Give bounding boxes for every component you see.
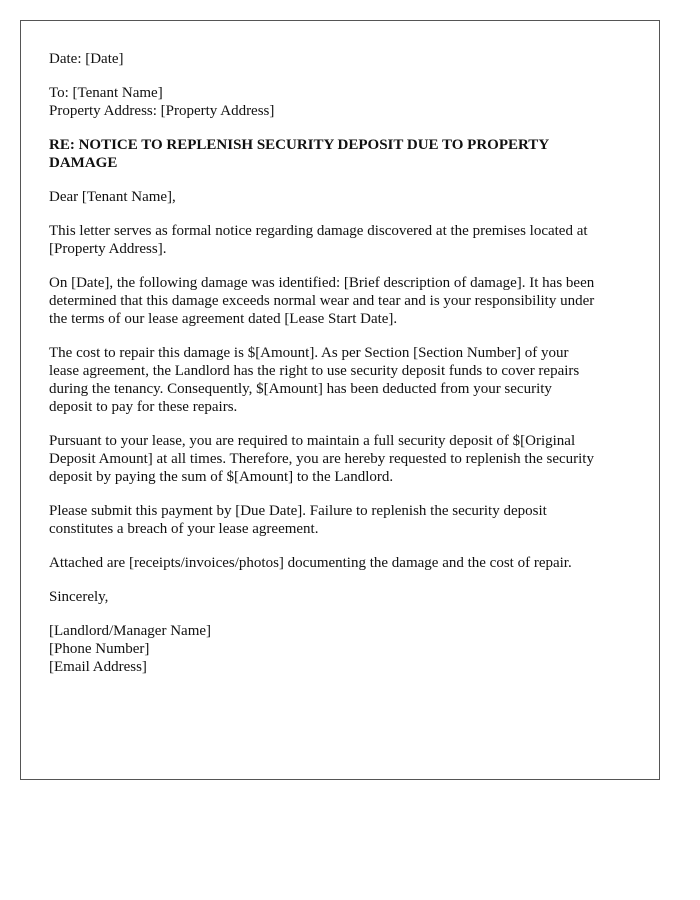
paragraph-line: [Property Address]. xyxy=(49,241,167,257)
salutation-block xyxy=(49,188,639,206)
letter-body xyxy=(49,50,639,692)
subject-block xyxy=(49,136,639,172)
signature-name: [Landlord/Manager Name] xyxy=(49,623,212,639)
signature-block xyxy=(49,622,639,676)
paragraph-damage xyxy=(49,274,639,328)
salutation: Dear [Tenant Name], xyxy=(49,189,176,205)
closing: Sincerely, xyxy=(49,589,109,605)
paragraph-cost xyxy=(49,344,639,416)
closing-block xyxy=(49,588,639,606)
paragraph-line: This letter serves as formal notice regarding damage discovered at the premises located at xyxy=(49,223,588,239)
paragraph-due-date xyxy=(49,502,639,538)
date-block xyxy=(49,50,639,68)
subject-line-1: RE: NOTICE TO REPLENISH SECURITY DEPOSIT DUE TO PROPERTY xyxy=(49,137,550,153)
paragraph-line: Pursuant to your lease, you are required to maintain a full security deposit of $[Original xyxy=(49,433,576,449)
signature-email: [Email Address] xyxy=(49,659,147,675)
paragraph-line: deposit by paying the sum of $[Amount] to the Landlord. xyxy=(49,469,394,485)
property-address-line: Property Address: [Property Address] xyxy=(49,103,275,119)
date-line: Date: [Date] xyxy=(49,51,124,67)
paragraph-line: On [Date], the following damage was identified: [Brief description of damage]. It has been xyxy=(49,275,595,291)
paragraph-line: Deposit Amount] at all times. Therefore, you are hereby requested to replenish the security xyxy=(49,451,594,467)
signature-phone: [Phone Number] xyxy=(49,641,150,657)
paragraph-line: the terms of our lease agreement dated [Lease Start Date]. xyxy=(49,311,398,327)
recipient-line: To: [Tenant Name] xyxy=(49,85,163,101)
paragraph-line: lease agreement, the Landlord has the right to use security deposit funds to cover repairs xyxy=(49,363,580,379)
paragraph-line: The cost to repair this damage is $[Amount]. As per Section [Section Number] of your xyxy=(49,345,569,361)
paragraph-notice xyxy=(49,222,639,258)
paragraph-attachments xyxy=(49,554,639,572)
paragraph-line: Attached are [receipts/invoices/photos] documenting the damage and the cost of repair. xyxy=(49,555,572,571)
letter-frame xyxy=(20,20,660,780)
paragraph-replenish xyxy=(49,432,639,486)
paragraph-line: during the tenancy. Consequently, $[Amount] has been deducted from your security xyxy=(49,381,552,397)
subject-line-2: DAMAGE xyxy=(49,155,118,171)
paragraph-line: determined that this damage exceeds normal wear and tear and is your responsibility under xyxy=(49,293,595,309)
paragraph-line: constitutes a breach of your lease agreement. xyxy=(49,521,319,537)
paragraph-line: deposit to pay for these repairs. xyxy=(49,399,238,415)
recipient-block xyxy=(49,84,639,120)
paragraph-line: Please submit this payment by [Due Date]. Failure to replenish the security deposit xyxy=(49,503,547,519)
